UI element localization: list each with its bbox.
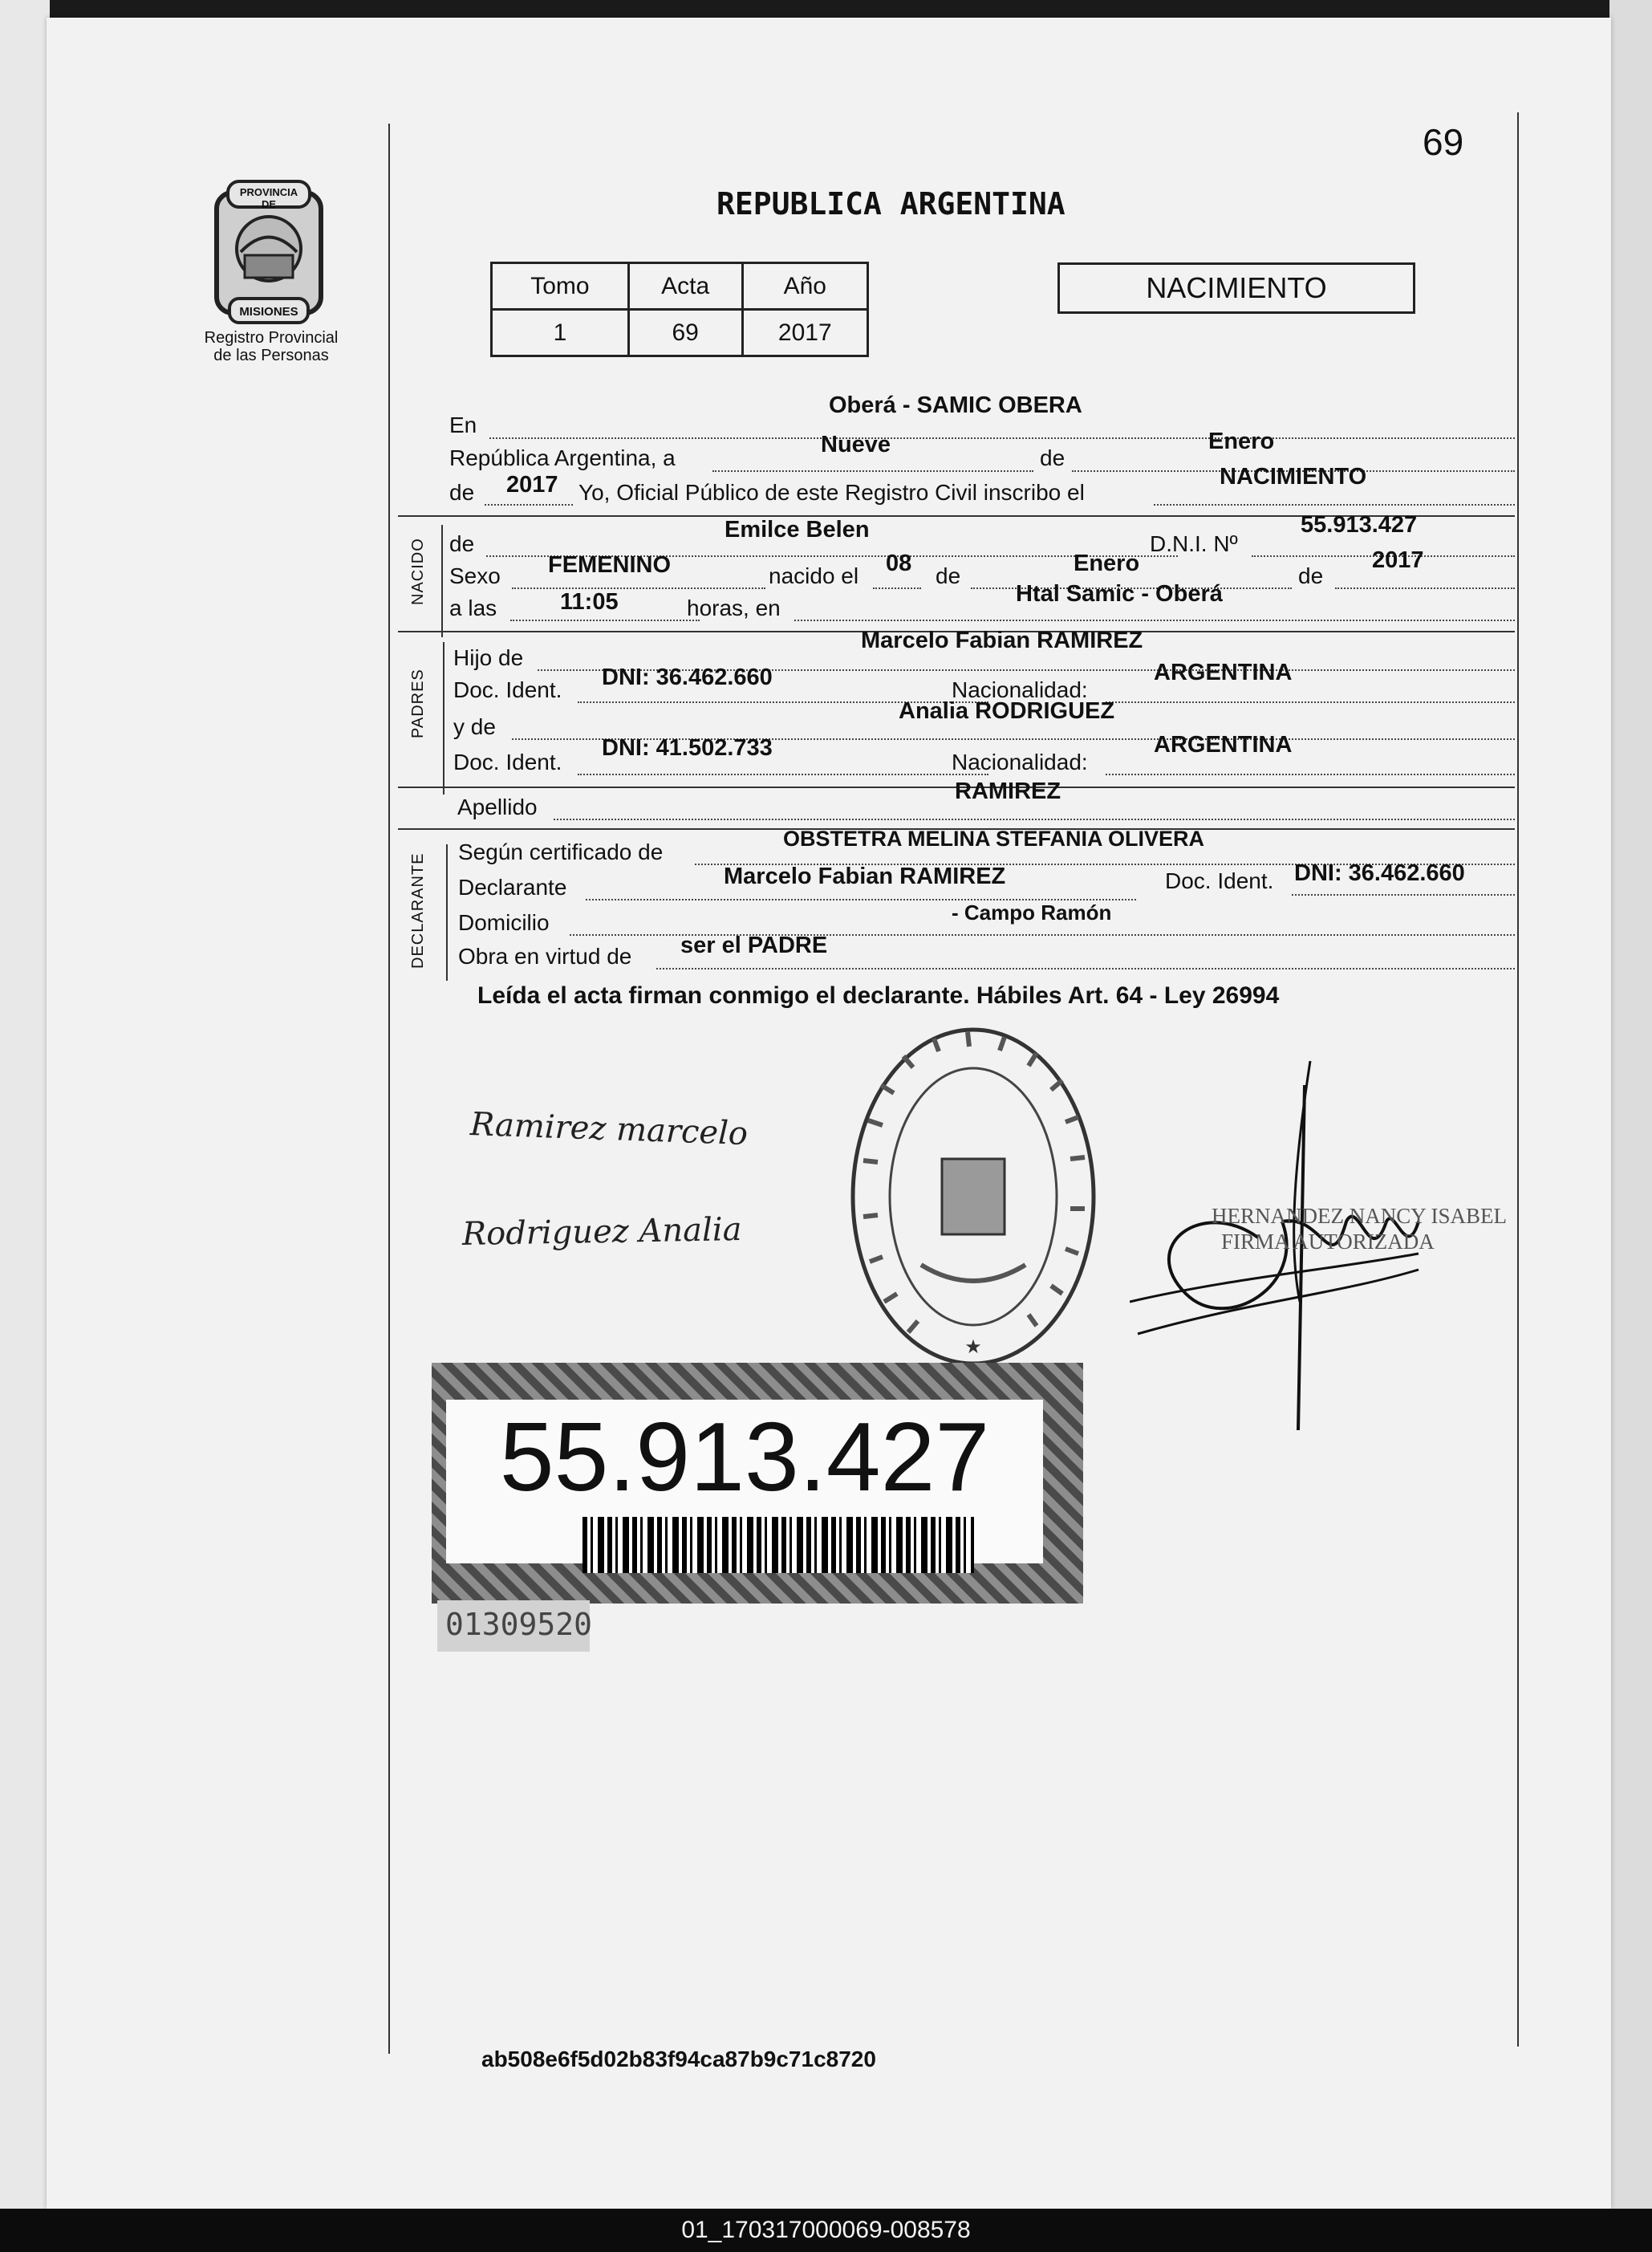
label-en: En — [449, 413, 477, 437]
value-apellido: RAMIREZ — [955, 778, 1061, 804]
dots-lugar-nac — [794, 620, 1515, 621]
value-padre: Marcelo Fabian RAMIREZ — [861, 628, 1143, 653]
value-lugar-nac: Htal Samic - Oberá — [1016, 581, 1223, 607]
section-padres: PADRES — [409, 669, 427, 738]
value-dni: 55.913.427 — [1301, 512, 1418, 538]
label-republica: República Argentina, a — [449, 445, 676, 470]
value-madre-doc: DNI: 41.502.733 — [602, 735, 773, 761]
value-hora: 11:05 — [560, 589, 619, 615]
signature-father: Ramirez marcelo — [469, 1105, 749, 1153]
document-hash: ab508e6f5d02b83f94ca87b9c71c8720 — [481, 2047, 876, 2071]
label-nacido-el: nacido el — [769, 563, 859, 588]
value-anio-inscripcion: 2017 — [506, 472, 558, 498]
label-dni: D.N.I. Nº — [1150, 531, 1238, 556]
value-madre: Analia RODRIGUEZ — [899, 698, 1115, 724]
serial-tag — [437, 1600, 593, 1652]
scan-filename: 01_170317000069-008578 — [0, 2209, 1652, 2252]
dots-tipo — [1154, 504, 1515, 506]
scan-right-edge — [1609, 0, 1652, 2209]
label-obra: Obra en virtud de — [458, 944, 632, 969]
dots-anio-nac — [1335, 587, 1515, 589]
value-certificado: OBSTETRA MELINA STEFANIA OLIVERA — [783, 827, 1205, 851]
label-doc-ident-1: Doc. Ident. — [453, 677, 562, 702]
right-margin-line — [1517, 112, 1519, 2047]
value-acta: 69 — [628, 310, 742, 356]
label-de-1: de — [1040, 445, 1065, 470]
label-sexo: Sexo — [449, 563, 501, 588]
label-apellido: Apellido — [457, 795, 538, 819]
registry-stamp — [847, 1024, 1099, 1369]
signature-mother: Rodriguez Analia — [461, 1210, 742, 1254]
header-anio: Año — [742, 263, 867, 310]
dots-hora — [510, 620, 700, 621]
value-declarante-doc: DNI: 36.462.660 — [1294, 860, 1465, 886]
official-role: FIRMA AUTORIZADA — [1221, 1230, 1435, 1254]
label-y-de: y de — [453, 714, 496, 739]
official-name: HERNANDEZ NANCY ISABEL — [1212, 1204, 1507, 1228]
value-lugar: Oberá - SAMIC OBERA — [829, 392, 1082, 418]
dots-dia-nac — [873, 587, 921, 589]
label-de-4: de — [1298, 563, 1324, 588]
section-nacido: NACIDO — [409, 538, 427, 605]
label-doc-ident-3: Doc. Ident. — [1165, 868, 1274, 893]
value-mes-inscripcion: Enero — [1208, 429, 1275, 454]
section-declarante: DECLARANTE — [409, 852, 427, 969]
registry-name-line1: Registro Provincial — [204, 329, 339, 347]
sticker-label — [446, 1400, 1043, 1563]
value-padre-nac: ARGENTINA — [1154, 660, 1293, 685]
dots-sexo — [512, 587, 765, 589]
registry-name — [191, 329, 351, 364]
dots-padre-nac — [1106, 701, 1515, 703]
value-declarante: Marcelo Fabian RAMIREZ — [724, 864, 1006, 889]
sticker-number: 55.913.427 — [499, 1402, 990, 1511]
value-anio-nac: 2017 — [1372, 547, 1424, 573]
dots-declarante-doc — [1292, 894, 1515, 896]
dots-anio — [485, 504, 573, 506]
record-type-box: NACIMIENTO — [1057, 262, 1415, 314]
dots-apellido — [554, 819, 1515, 820]
serial-number: 01309520 — [445, 1607, 593, 1642]
logo-text-bottom: MISIONES — [239, 305, 298, 319]
dots-dia — [712, 470, 1033, 472]
value-dia-inscripcion: Nueve — [821, 432, 891, 457]
closing-text: Leída el acta firman conmigo el declarante. Hábiles Art. 64 - Ley 26994 — [477, 982, 1280, 1009]
page-title: REPUBLICA ARGENTINA — [716, 186, 1065, 222]
value-nombre: Emilce Belen — [725, 517, 870, 543]
padres-bracket — [443, 642, 444, 795]
svg-text:★: ★ — [964, 1336, 982, 1358]
dots-madre-doc — [578, 774, 988, 775]
declarante-bracket — [446, 844, 448, 981]
value-mes-nac: Enero — [1074, 551, 1140, 576]
scan-left-edge — [0, 0, 50, 2209]
left-margin-line — [388, 124, 390, 2054]
record-table — [490, 262, 869, 357]
label-a-las: a las — [449, 596, 497, 620]
value-tipo: NACIMIENTO — [1220, 464, 1367, 490]
label-segun: Según certificado de — [458, 839, 664, 864]
label-hijo-de: Hijo de — [453, 645, 524, 670]
nacido-bracket — [441, 525, 443, 637]
barcode — [582, 1517, 974, 1573]
value-domicilio: - Campo Ramón — [952, 900, 1112, 925]
dots-en — [489, 437, 1515, 439]
value-padre-doc: DNI: 36.462.660 — [602, 665, 773, 690]
id-sticker — [432, 1363, 1083, 1604]
header-acta: Acta — [628, 263, 742, 310]
label-yo: Yo, Oficial Público de este Registro Civil inscribo el — [578, 480, 1085, 505]
label-de-nombre: de — [449, 531, 475, 556]
label-nacionalidad-1: Nacionalidad: — [952, 677, 1088, 702]
label-nacionalidad-2: Nacionalidad: — [952, 750, 1088, 774]
page-number: 69 — [1423, 121, 1464, 163]
value-tomo: 1 — [492, 310, 629, 356]
header-tomo: Tomo — [492, 263, 629, 310]
label-domicilio: Domicilio — [458, 910, 550, 935]
label-doc-ident-2: Doc. Ident. — [453, 750, 562, 774]
label-horas-en: horas, en — [687, 596, 781, 620]
registry-logo — [209, 178, 329, 331]
value-anio: 2017 — [742, 310, 867, 356]
dots-madre-nac — [1106, 774, 1515, 775]
label-declarante: Declarante — [458, 875, 567, 900]
value-madre-nac: ARGENTINA — [1154, 732, 1293, 758]
logo-text-top: PROVINCIA DE — [239, 186, 298, 210]
value-obra: ser el PADRE — [680, 933, 828, 958]
document-page — [47, 18, 1611, 2209]
label-de-2: de — [449, 480, 475, 505]
registry-name-line2: de las Personas — [213, 347, 329, 364]
value-sexo: FEMENINO — [548, 552, 672, 578]
label-de-3: de — [936, 563, 961, 588]
dots-obra — [656, 968, 1515, 969]
value-dia-nac: 08 — [886, 551, 912, 576]
